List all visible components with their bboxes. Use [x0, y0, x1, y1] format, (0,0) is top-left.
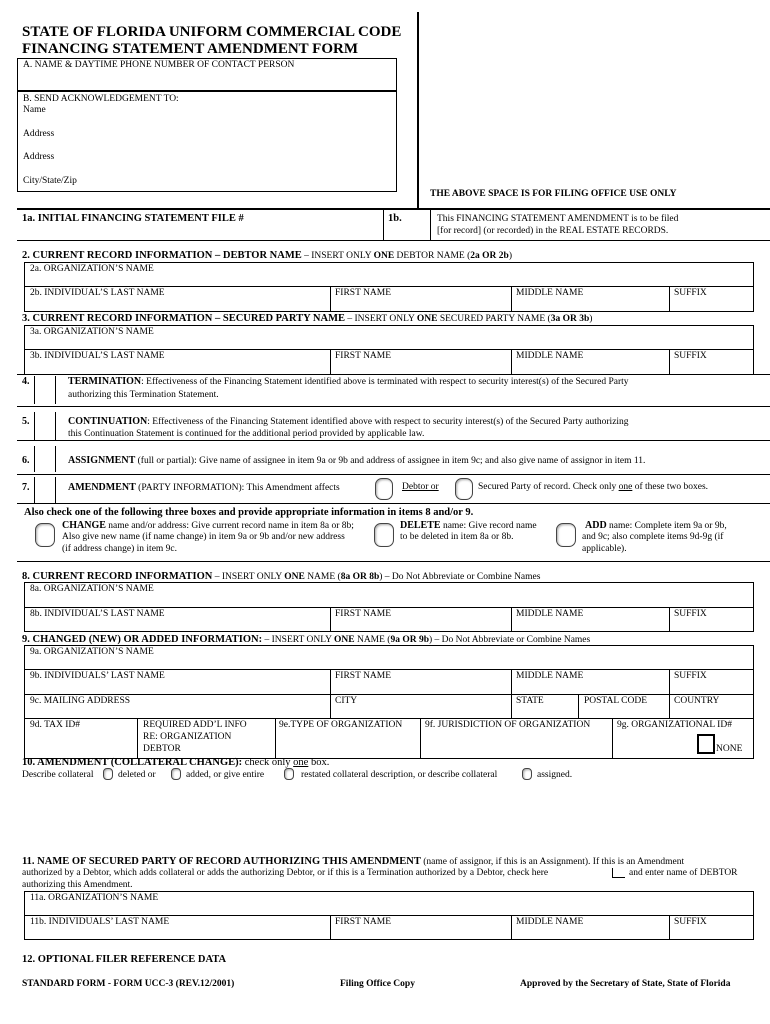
current-org-name-field[interactable]: 8a. ORGANIZATION’S NAME: [30, 584, 154, 594]
continuation-line1: CONTINUATION: Effectiveness of the Financing Statement identified above with respect to security interest(s) of the Secured Party authorizing: [68, 416, 629, 427]
delete-line1: DELETE name: Give record name: [400, 520, 537, 531]
amendment-checkbox[interactable]: [34, 477, 56, 503]
tax-id-field[interactable]: 9d. TAX ID#: [30, 720, 80, 730]
secured-first-name-field[interactable]: FIRST NAME: [335, 351, 392, 361]
none-checkbox[interactable]: [697, 734, 715, 754]
deleted-label: deleted or: [118, 770, 156, 780]
section-11-line3: authorizing this Amendment.: [22, 880, 133, 890]
current-suffix-field[interactable]: SUFFIX: [674, 609, 707, 619]
new-suffix-field[interactable]: SUFFIX: [674, 671, 707, 681]
also-check-instruction: Also check one of the following three boxes and provide appropriate information in items 8 and/or 9.: [24, 507, 474, 518]
new-org-name-field[interactable]: 9a. ORGANIZATION’S NAME: [30, 647, 154, 657]
section-5-number: 5.: [22, 416, 30, 427]
added-label: added, or give entire: [186, 770, 265, 780]
ack-address1-label: Address: [23, 129, 55, 139]
secured-middle-name-field[interactable]: MIDDLE NAME: [516, 351, 584, 361]
secured-party-radio[interactable]: [455, 478, 473, 500]
section-9-heading: 9. CHANGED (NEW) OR ADDED INFORMATION: – INSERT ONLY ONE NAME (9a OR 9b) – Do Not Abbreviate or Combine Names: [22, 634, 591, 645]
mailing-address-field[interactable]: 9c. MAILING ADDRESS: [30, 696, 131, 706]
collateral-added-checkbox[interactable]: [171, 768, 181, 780]
change-line2: Also give new name (if name change) in item 9a or 9b and/or new address: [62, 532, 345, 542]
collateral-assigned-checkbox[interactable]: [522, 768, 532, 780]
section-2-heading: 2. CURRENT RECORD INFORMATION – DEBTOR NAME – INSERT ONLY ONE DEBTOR NAME (2a OR 2b): [22, 250, 512, 261]
section-3-heading: 3. CURRENT RECORD INFORMATION – SECURED PARTY NAME – INSERT ONLY ONE SECURED PARTY NAME (3a OR 3b): [22, 313, 593, 324]
current-middle-name-field[interactable]: MIDDLE NAME: [516, 609, 584, 619]
termination-checkbox[interactable]: [34, 376, 56, 404]
org-type-field[interactable]: 9e.TYPE OF ORGANIZATION: [279, 720, 403, 730]
new-middle-name-field[interactable]: MIDDLE NAME: [516, 671, 584, 681]
state-field[interactable]: STATE: [516, 696, 544, 706]
secured-party-label: Secured Party of record. Check only one of these two boxes.: [478, 482, 709, 492]
file-1b-label: 1b.: [388, 213, 402, 224]
postal-code-field[interactable]: POSTAL CODE: [584, 696, 648, 706]
ack-name-label: Name: [23, 105, 46, 115]
collateral-restated-checkbox[interactable]: [284, 768, 294, 780]
ack-address2-label: Address: [23, 152, 55, 162]
secured-org-name-field[interactable]: 3a. ORGANIZATION’S NAME: [30, 327, 154, 337]
add-checkbox[interactable]: [556, 523, 576, 547]
authorizing-suffix-field[interactable]: SUFFIX: [674, 917, 707, 927]
new-last-name-field[interactable]: 9b. INDIVIDUALS’ LAST NAME: [30, 671, 165, 681]
secured-last-name-field[interactable]: 3b. INDIVIDUAL’S LAST NAME: [30, 351, 165, 361]
collateral-description-area[interactable]: [22, 785, 752, 850]
footer-form-id: STANDARD FORM - FORM UCC-3 (REV.12/2001): [22, 979, 235, 989]
form-title-line2: FINANCING STATEMENT AMENDMENT FORM: [22, 41, 358, 57]
continuation-checkbox[interactable]: [34, 412, 56, 440]
add-line1: ADD name: Complete item 9a or 9b,: [585, 520, 727, 531]
authorizing-org-name-field[interactable]: 11a. ORGANIZATION’S NAME: [30, 893, 159, 903]
ack-city-label: City/State/Zip: [23, 176, 77, 186]
country-field[interactable]: COUNTRY: [674, 696, 720, 706]
real-estate-note-line2: [for record] (or recorded) in the REAL ESTATE RECORDS.: [437, 226, 669, 236]
assigned-label: assigned.: [537, 770, 573, 780]
authorizing-first-name-field[interactable]: FIRST NAME: [335, 917, 392, 927]
debtor-first-name-field[interactable]: FIRST NAME: [335, 288, 392, 298]
section-7-number: 7.: [22, 482, 30, 493]
none-label: NONE: [716, 744, 743, 754]
assignment-line: ASSIGNMENT (full or partial): Give name of assignee in item 9a or 9b and address of assignee in item 9c; and also give name of assignor in item 11.: [68, 455, 646, 466]
authorized-by-debtor-checkbox[interactable]: [612, 868, 625, 878]
new-first-name-field[interactable]: FIRST NAME: [335, 671, 392, 681]
required-info-line3: DEBTOR: [143, 744, 181, 754]
add-line3: applicable).: [582, 544, 627, 554]
jurisdiction-field[interactable]: 9f. JURISDICTION OF ORGANIZATION: [425, 720, 591, 730]
section-8-heading: 8. CURRENT RECORD INFORMATION – INSERT ONLY ONE NAME (8a OR 8b) – Do Not Abbreviate or Combine Names: [22, 571, 541, 582]
restated-label: restated collateral description, or describe collateral: [301, 770, 498, 780]
authorizing-middle-name-field[interactable]: MIDDLE NAME: [516, 917, 584, 927]
debtor-suffix-field[interactable]: SUFFIX: [674, 288, 707, 298]
describe-collateral-label: Describe collateral: [22, 770, 94, 780]
debtor-middle-name-field[interactable]: MIDDLE NAME: [516, 288, 584, 298]
termination-line1: TERMINATION: Effectiveness of the Financing Statement identified above is terminated with respect to security interest(s) of the Secured Party: [68, 376, 629, 387]
debtor-org-name-field[interactable]: 2a. ORGANIZATION’S NAME: [30, 264, 154, 274]
assignment-checkbox[interactable]: [34, 446, 56, 472]
delete-line2: to be deleted in item 8a or 8b.: [400, 532, 514, 542]
section-11-heading: 11. NAME OF SECURED PARTY OF RECORD AUTHORIZING THIS AMENDMENT (name of assignor, if this is an Assignment). If this is an Amendment: [22, 856, 685, 867]
debtor-radio[interactable]: [375, 478, 393, 500]
secured-suffix-field[interactable]: SUFFIX: [674, 351, 707, 361]
current-first-name-field[interactable]: FIRST NAME: [335, 609, 392, 619]
section-11-line2-end: and enter name of DEBTOR: [629, 868, 738, 878]
real-estate-note-line1: This FINANCING STATEMENT AMENDMENT is to be filed: [437, 214, 679, 224]
current-last-name-field[interactable]: 8b. INDIVIDUAL’S LAST NAME: [30, 609, 165, 619]
contact-person-label: A. NAME & DAYTIME PHONE NUMBER OF CONTACT PERSON: [23, 60, 295, 70]
required-info-line2: RE: ORGANIZATION: [143, 732, 232, 742]
acknowledgement-label: B. SEND ACKNOWLEDGEMENT TO:: [23, 94, 179, 104]
debtor-last-name-field[interactable]: 2b. INDIVIDUAL’S LAST NAME: [30, 288, 165, 298]
section-11-line2: authorized by a Debtor, which adds collateral or adds the authorizing Debtor, or if this is a Termination authorized by a Debtor, check here: [22, 868, 549, 878]
footer-filing-copy: Filing Office Copy: [340, 979, 415, 989]
section-6-number: 6.: [22, 455, 30, 466]
delete-checkbox[interactable]: [374, 523, 394, 547]
org-id-field[interactable]: 9g. ORGANIZATIONAL ID#: [617, 720, 732, 730]
filer-reference-field[interactable]: [22, 966, 752, 974]
change-line3: (if address change) in item 9c.: [62, 544, 178, 554]
debtor-or-label: Debtor or: [402, 482, 439, 492]
change-line1: CHANGE name and/or address: Give current record name in item 8a or 8b;: [62, 520, 354, 531]
authorizing-last-name-field[interactable]: 11b. INDIVIDUALS’ LAST NAME: [30, 917, 170, 927]
footer-approved: Approved by the Secretary of State, State of Florida: [520, 979, 731, 989]
termination-line2: authorizing this Termination Statement.: [68, 390, 219, 400]
section-10-heading: 10. AMENDMENT (COLLATERAL CHANGE): check only one box.: [22, 757, 330, 768]
collateral-deleted-checkbox[interactable]: [103, 768, 113, 780]
change-checkbox[interactable]: [35, 523, 55, 547]
add-line2: and 9c; also complete items 9d-9g (if: [582, 532, 724, 542]
initial-file-label: 1a. INITIAL FINANCING STATEMENT FILE #: [22, 213, 244, 224]
form-title-line1: STATE OF FLORIDA UNIFORM COMMERCIAL CODE: [22, 24, 402, 40]
section-12-heading: 12. OPTIONAL FILER REFERENCE DATA: [22, 954, 227, 965]
section-4-number: 4.: [22, 376, 30, 387]
filing-office-note: THE ABOVE SPACE IS FOR FILING OFFICE USE ONLY: [430, 189, 677, 199]
city-field[interactable]: CITY: [335, 696, 358, 706]
required-info-line1: REQUIRED ADD’L INFO: [143, 720, 247, 730]
continuation-line2: this Continuation Statement is continued for the additional period provided by applicable law.: [68, 429, 425, 439]
amendment-party-text: AMENDMENT (PARTY INFORMATION): This Amendment affects: [68, 482, 340, 493]
